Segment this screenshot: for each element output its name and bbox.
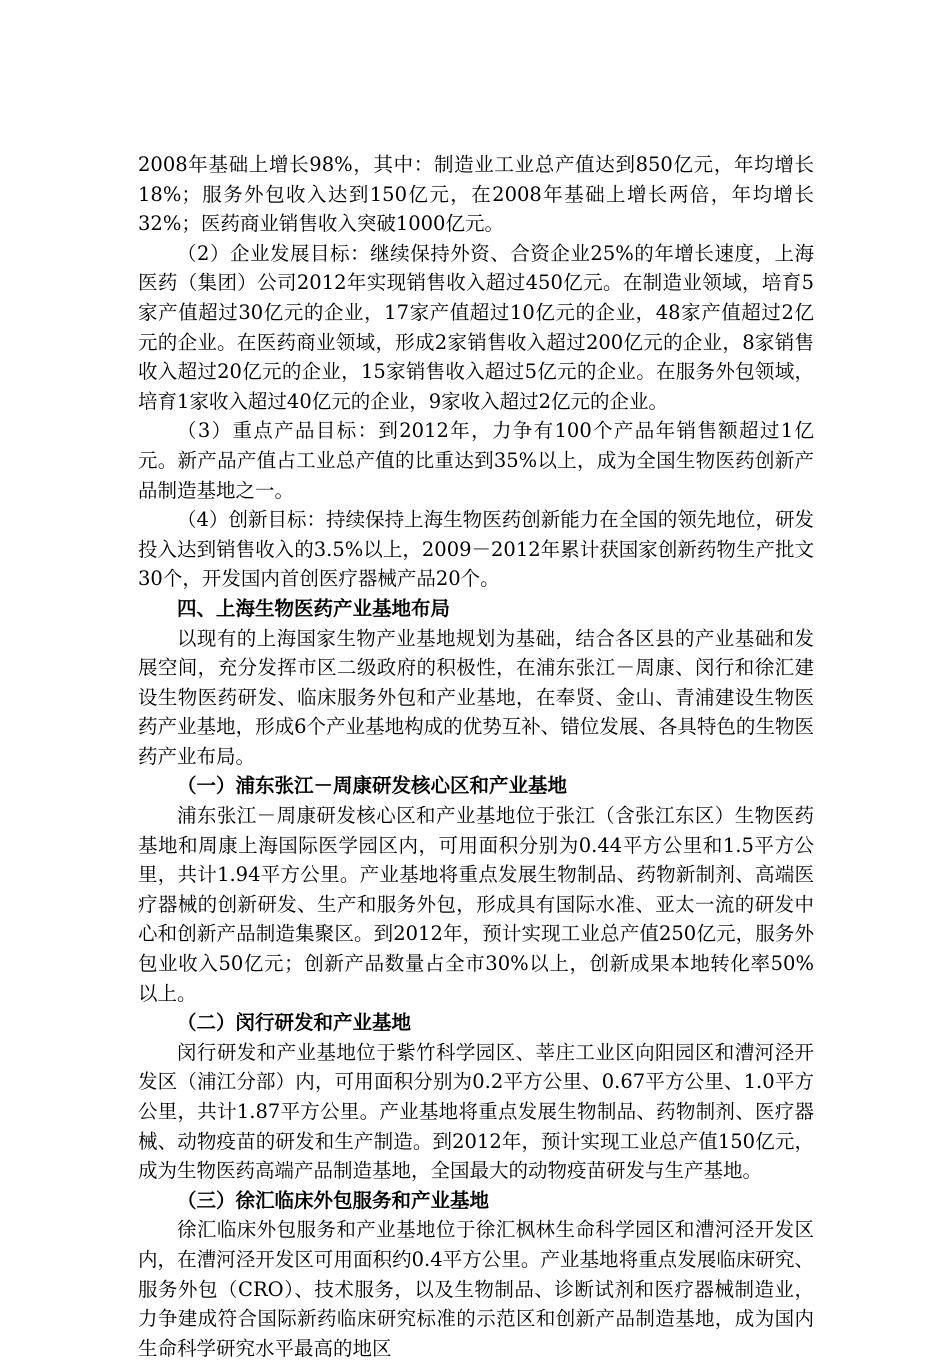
subheading-xuhui: （三）徐汇临床外包服务和产业基地 [177, 1188, 490, 1212]
paragraph-pudong: 浦东张江－周康研发核心区和产业基地位于张江（含张江东区）生物医药基地和周康上海国际医学园区内，可用面积分别为0.44平方公里和1.5平方公里，共计1.94平方公里。产业基地将重点发展生物制品、药物新制剂、高端医疗器械的创新研发、生产和服务外包，形成具有国际水准、亚太一流的研发中心和创新产品制造集聚区。到2012年，预计实现工业总产值250亿元，服务外包业收入50亿元；创新产品数量占全市30%以上，创新成果本地转化率50%以上。 [138, 804, 814, 1005]
section-heading-layout: 四、上海生物医药产业基地布局 [177, 596, 451, 620]
paragraph-minhang: 闵行研发和产业基地位于紫竹科学园区、莘庄工业区向阳园区和漕河泾开发区（浦江分部）内，可用面积分别为0.2平方公里、0.67平方公里、1.0平方公里，共计1.87平方公里。产业基地将重点发展生物制品、药物制剂、医疗器械、动物疫苗的研发和生产制造。到2012年，预计实现工业总产值150亿元，成为生物医药高端产品制造基地，全国最大的动物疫苗研发与生产基地。 [138, 1040, 814, 1183]
document-body [138, 150, 814, 1363]
paragraph-growth-targets: 2008年基础上增长98%，其中：制造业工业总产值达到850亿元，年均增长18%；服务外包收入达到150亿元，在2008年基础上增长两倍，年均增长32%；医药商业销售收入突破1000亿元。 [138, 153, 814, 236]
paragraph-product-targets: （3）重点产品目标：到2012年，力争有100个产品年销售额超过1亿元。新产品产值占工业总产值的比重达到35%以上，成为全国生物医药创新产品制造基地之一。 [138, 419, 814, 502]
paragraph-enterprise-targets: （2）企业发展目标：继续保持外资、合资企业25%的年增长速度，上海医药（集团）公司2012年实现销售收入超过450亿元。在制造业领域，培育5家产值超过30亿元的企业，17家产值超过10亿元的企业，48家产值超过2亿元的企业。在医药商业领域，形成2家销售收入超过200亿元的企业，8家销售收入超过20亿元的企业，15家销售收入超过5亿元的企业。在服务外包领域，培育1家收入超过40亿元的企业，9家收入超过2亿元的企业。 [138, 241, 814, 413]
subheading-pudong: （一）浦东张江－周康研发核心区和产业基地 [177, 774, 568, 798]
subheading-minhang: （二）闵行研发和产业基地 [177, 1011, 412, 1035]
paragraph-layout-overview: 以现有的上海国家生物产业基地规划为基础，结合各区县的产业基础和发展空间，充分发挥市区二级政府的积极性，在浦东张江－周康、闵行和徐汇建设生物医药研发、临床服务外包和产业基地，在奉贤、金山、青浦建设生物医药产业基地，形成6个产业基地构成的优势互补、错位发展、各具特色的生物医药产业布局。 [138, 626, 814, 768]
paragraph-xuhui: 徐汇临床外包服务和产业基地位于徐汇枫林生命科学园区和漕河泾开发区内，在漕河泾开发区可用面积约0.4平方公里。产业基地将重点发展临床研究、服务外包（CRO）、技术服务，以及生物制品、诊断试剂和医疗器械制造业，力争建成符合国际新药临床研究标准的示范区和创新产品制造基地，成为国内生命科学研究水平最高的地区 [138, 1218, 814, 1360]
paragraph-innovation-targets: （4）创新目标：持续保持上海生物医药创新能力在全国的领先地位，研发投入达到销售收入的3.5%以上，2009－2012年累计获国家创新药物生产批文30个，开发国内首创医疗器械产品20个。 [138, 508, 814, 591]
